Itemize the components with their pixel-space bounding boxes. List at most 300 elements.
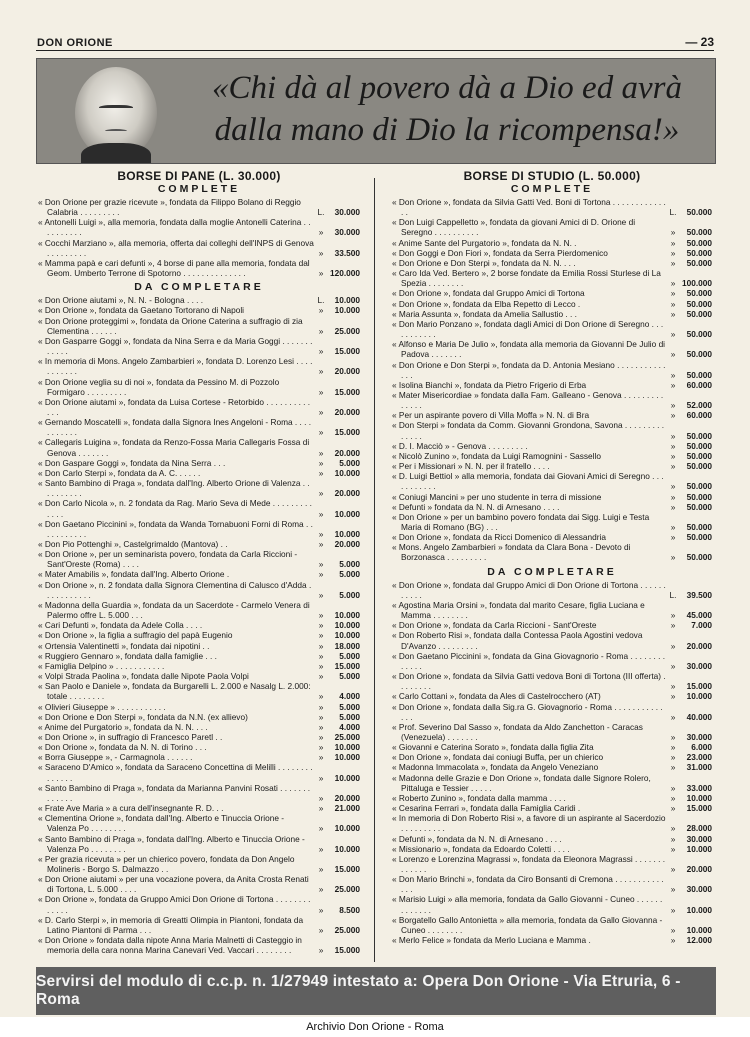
entry-currency: »: [670, 329, 676, 340]
entry-amount: 20.000: [334, 488, 360, 499]
entry-amount: 50.000: [686, 430, 712, 441]
archive-credit: Archivio Don Orione - Roma: [0, 1017, 750, 1037]
entry-amount: 50.000: [686, 532, 712, 543]
entry-amount: 6.000: [691, 742, 712, 753]
entry-amount: 15.000: [334, 386, 360, 397]
entry-currency: »: [670, 691, 676, 702]
entry-amount: 15.000: [686, 681, 712, 692]
list-item: [392, 702, 712, 722]
entry-currency: »: [670, 430, 676, 441]
list-item: [392, 268, 712, 288]
entry-text: « D. Carlo Sterpi », in memoria di Greatti Olimpia in Piantoni, fondata da Latino Piantoni di Parma . . .: [38, 914, 304, 935]
entry-text: « Don Orione », fondata da Elba Repetto di Lecco .: [392, 298, 581, 309]
list-item: [38, 732, 360, 742]
entry-text: « Don Gasparre Goggi », fondata da Nina Serra e da Maria Goggi . . . . . . . . . . . .: [38, 335, 313, 357]
entry-currency: »: [670, 640, 676, 651]
entry-amount: 15.000: [334, 346, 360, 357]
left-section-title: BORSE DI PANE (L. 30.000): [117, 169, 281, 183]
entry-amount: 10.000: [334, 823, 360, 834]
list-item: [38, 651, 360, 661]
entry-amount: 40.000: [686, 711, 712, 722]
entry-text: « Don Gaetano Piccinini », fondata da Gina Giovagnorio - Roma . . . . . . . . . . . . .: [392, 650, 666, 671]
entry-amount: 50.000: [686, 491, 712, 502]
entry-text: « Don Mario Ponzano », fondata dagli Amici di Don Orione di Seregno . . . . . . . . . . .: [392, 318, 664, 340]
list-item: [392, 197, 712, 217]
entry-currency: »: [670, 742, 676, 753]
entry-currency: »: [318, 528, 324, 539]
entry-currency: »: [670, 278, 676, 289]
list-item: [392, 793, 712, 803]
entry-amount: 10.000: [334, 295, 360, 306]
entry-currency: »: [318, 742, 324, 753]
entry-currency: »: [318, 701, 324, 712]
list-item: [392, 217, 712, 237]
entry-amount: 15.000: [686, 803, 712, 814]
entry-currency: »: [670, 681, 676, 692]
magazine-name: DON ORIONE: [37, 37, 113, 49]
list-item: [38, 834, 360, 854]
entry-amount: 10.000: [686, 691, 712, 702]
entry-text: « Mater Misericordiae » fondata dalla Fam. Galleano - Genova . . . . . . . . . . . . . .: [392, 389, 664, 411]
entry-amount: 50.000: [686, 369, 712, 380]
list-item: [392, 620, 712, 630]
entry-text: « Don Orione », fondata dal Gruppo Amici di Don Orione di Tortona . . . . . . . . . . .: [392, 579, 666, 600]
entry-text: « Giovanni e Caterina Sorato », fondata dalla figlia Zita: [392, 742, 594, 753]
entry-amount: 30.000: [334, 227, 360, 238]
entry-amount: 15.000: [334, 945, 360, 956]
entry-currency: »: [318, 864, 324, 874]
entry-text: « Roberto Zunino », fondata dalla mamma . . . .: [392, 792, 566, 803]
entry-text: « Missionario », fondata da Edoardo Coletti . . . .: [392, 843, 570, 854]
entry-amount: 12.000: [686, 935, 712, 946]
list-item: [392, 471, 712, 491]
list-item: [38, 539, 360, 549]
entry-amount: 4.000: [339, 721, 360, 732]
entry-amount: 10.000: [334, 742, 360, 753]
list-item: [38, 935, 360, 955]
list-item: [392, 935, 712, 945]
entry-currency: »: [670, 620, 676, 631]
entry-amount: 45.000: [686, 610, 712, 621]
entry-currency: »: [670, 247, 676, 258]
entry-text: « Mamma papà e cari defunti », 4 borse di pane alla memoria, fondata dal Geom. Umberto Terrone di Spotorno . . . . . . . . . . . . . .: [38, 257, 310, 279]
entry-currency: »: [318, 721, 324, 732]
entry-amount: 5.000: [339, 650, 360, 661]
entry-text: « Carlo Cottani », fondata da Ales di Castelrocchero (AT): [392, 691, 601, 702]
entry-currency: »: [670, 823, 676, 834]
entry-text: « Madonna Immacolata », fondata da Angelo Veneziano: [392, 762, 599, 773]
entry-amount: 10.000: [334, 630, 360, 641]
entry-text: « Don Orione e Don Sterpi », fondata da N. N. . . .: [392, 257, 576, 268]
header-rule: [36, 50, 714, 51]
entry-currency: »: [670, 481, 676, 492]
entry-amount: 52.000: [686, 400, 712, 411]
entry-currency: »: [670, 379, 676, 390]
entry-amount: 50.000: [686, 329, 712, 340]
entry-text: « Don Orione e Don Sterpi », fondata da D. Antonia Mesiano . . . . . . . . . . . . . .: [392, 359, 666, 380]
entry-text: « Don Roberto Risi », fondata dalla Contessa Paola Agostini vedova D'Avanzo . . . . . . . . .: [392, 630, 643, 651]
quote-line-2: dalla mano di Dio la ricompensa!»: [214, 112, 680, 148]
entry-text: « Cari Defunti », fondata da Adele Colla . . . .: [38, 620, 203, 631]
quote-banner: [36, 58, 716, 164]
entry-text: « Don Orione », fondata dalla Sig.ra G. Giovagnorio - Roma . . . . . . . . . . . . . .: [392, 701, 663, 722]
entry-currency: »: [318, 268, 324, 279]
entry-text: « Famiglia Delpino » . . . . . . . . . . .: [38, 660, 165, 671]
entry-text: « Don Gaetano Piccinini », fondata da Wanda Tornabuoni Forni di Roma . . . . . . . . . . .: [38, 518, 313, 539]
entry-text: « Don Carlo Sterpi », fondata da A. C. . . . . .: [38, 467, 201, 478]
entry-amount: 10.000: [334, 772, 360, 783]
entry-currency: »: [318, 539, 324, 549]
entry-currency: »: [318, 589, 324, 600]
list-item: [38, 620, 360, 630]
entry-currency: »: [670, 660, 676, 671]
list-item: [38, 356, 360, 376]
entry-amount: 60.000: [686, 379, 712, 390]
entry-amount: 10.000: [334, 467, 360, 478]
left-complete-list: [38, 197, 360, 278]
entry-text: « Marisio Luigi » alla memoria, fondata da Gallo Giovanni - Cuneo . . . . . . . . . . . . .: [392, 894, 663, 915]
entry-text: « Madonna della Guardia », fondata da un Sacerdote - Carmelo Venera di Palermo offre L. 5.000 . . .: [38, 599, 310, 621]
list-item: [38, 894, 360, 914]
entry-amount: 18.000: [334, 640, 360, 651]
entry-amount: 25.000: [334, 924, 360, 935]
entry-amount: 5.000: [339, 559, 360, 570]
entry-text: « Don Orione », fondata da Gaetano Tortorano di Napoli: [38, 305, 245, 316]
entry-text: « Ruggiero Gennaro », fondata dalla famiglie . . .: [38, 650, 217, 661]
column-divider: [374, 178, 375, 962]
quote-line-1: «Chi dà al povero dà a Dio ed avrà: [212, 70, 682, 106]
entry-amount: 15.000: [334, 660, 360, 671]
entry-text: « Mater Amabilis », fondata dall'Ing. Alberto Orione .: [38, 569, 230, 580]
list-item: [38, 238, 360, 258]
entry-amount: 50.000: [686, 298, 712, 309]
entry-currency: »: [670, 711, 676, 722]
list-item: [392, 834, 712, 844]
entry-amount: 20.000: [686, 864, 712, 874]
entry-currency: »: [670, 752, 676, 763]
entry-amount: 20.000: [334, 406, 360, 417]
entry-text: « Don Luigi Cappelletto », fondata da giovani Amici di D. Orione di Seregno . . . . . . . . . .: [392, 217, 636, 238]
entry-amount: 30.000: [334, 207, 360, 218]
list-item: [38, 783, 360, 803]
entry-text: « Don Orione », la figlia a suffragio del papà Eugenio: [38, 630, 233, 641]
list-item: [392, 238, 712, 248]
entry-text: « Per un aspirante povero di Villa Moffa » N. N. di Bra: [392, 410, 590, 421]
entry-amount: 50.000: [686, 288, 712, 299]
entry-amount: 50.000: [686, 501, 712, 512]
entry-amount: 23.000: [686, 752, 712, 763]
entry-currency: »: [670, 532, 676, 543]
entry-text: « Don Orione », fondata da Gruppo Amici Don Orione di Tortona . . . . . . . . . . . . .: [38, 894, 311, 915]
entry-currency: »: [670, 522, 676, 532]
entry-text: « Caro Ida Ved. Bertero », 2 borse fondate da Emilia Rossi Sturlese di La Spezia . . . . . . . .: [392, 268, 661, 289]
entry-text: « Isolina Bianchi », fondata da Pietro Frigerio di Erba: [392, 379, 587, 390]
entry-currency: »: [318, 467, 324, 478]
entry-currency: »: [318, 843, 324, 854]
list-item: [392, 844, 712, 854]
list-item: [38, 468, 360, 478]
entry-currency: »: [670, 400, 676, 411]
entry-text: « Don Orione proteggimi », fondata da Orione Caterina a suffragio di zia Clementina . . . . . .: [38, 315, 303, 336]
right-column-borse-di-studio: [392, 170, 712, 945]
entry-text: « Don Carlo Nicola », n. 2 fondata da Rag. Mario Seva di Mede . . . . . . . . . . . . .: [38, 498, 312, 519]
list-item: [392, 915, 712, 935]
entry-amount: 50.000: [686, 450, 712, 461]
entry-amount: 50.000: [686, 461, 712, 472]
entry-currency: »: [318, 803, 324, 814]
entry-currency: »: [670, 864, 676, 874]
entry-text: « In memoria di Don Roberto Risi », a favore di un aspirante al Sacerdozio . . . . . . . . . .: [392, 813, 666, 834]
list-item: [392, 309, 712, 319]
right-complete-heading: COMPLETE: [510, 183, 594, 195]
entry-amount: 10.000: [334, 610, 360, 621]
entry-text: « Don Orione » fondata dalla nipote Anna Maria Malnetti di Casteggio in memoria della cara nonna Marina Canevari Ved. Vaccari . . . . . . . .: [38, 935, 302, 956]
entry-amount: 5.000: [339, 711, 360, 722]
entry-amount: 50.000: [686, 552, 712, 563]
entry-amount: 10.000: [334, 620, 360, 631]
entry-amount: 33.500: [334, 247, 360, 258]
list-item: [392, 691, 712, 701]
entry-text: « Don Goggi e Don Fiori », fondata da Serra Pierdomenico: [392, 247, 608, 258]
entry-currency: »: [670, 237, 676, 248]
list-item: [392, 390, 712, 410]
entry-text: « Prof. Severino Dal Sasso », fondata da Aldo Zanchetton - Caracas (Venezuela) . . . . . . .: [392, 721, 643, 742]
entry-currency: »: [318, 620, 324, 631]
entry-currency: »: [318, 650, 324, 661]
list-item: [392, 461, 712, 471]
entry-currency: »: [670, 924, 676, 935]
entry-amount: 25.000: [334, 325, 360, 336]
entry-text: « Don Pio Pottenghi », Castelgrimaldo (Mantova) . .: [38, 539, 228, 549]
entry-amount: 20.000: [334, 366, 360, 377]
list-item: [392, 894, 712, 914]
entry-text: « Don Orione », fondata da Silvia Gatti vedova Boni di Tortona (III offerta) . . . . . . . .: [392, 671, 666, 692]
left-column-borse-di-pane: [38, 170, 360, 955]
entry-currency: »: [318, 346, 324, 357]
entry-text: « Borgatello Gallo Antonietta » alla memoria, fondata da Gallo Giovanna - Cuneo . . . . . . . .: [392, 914, 663, 935]
list-item: [38, 762, 360, 782]
entry-amount: 10.000: [334, 305, 360, 316]
entry-currency: L.: [317, 295, 325, 306]
entry-amount: 50.000: [686, 227, 712, 238]
list-item: [392, 542, 712, 562]
entry-amount: 30.000: [686, 884, 712, 895]
list-item: [38, 742, 360, 752]
list-item: [392, 803, 712, 813]
entry-currency: »: [318, 823, 324, 834]
list-item: [38, 377, 360, 397]
left-todo-heading: DA COMPLETARE: [134, 281, 264, 294]
entry-text: « Don Orione aiutami », N. N. - Bologna . . . .: [38, 295, 204, 306]
entry-amount: 50.000: [686, 247, 712, 258]
entry-currency: »: [670, 610, 676, 621]
list-item: [38, 295, 360, 305]
entry-currency: »: [318, 731, 324, 742]
entry-currency: »: [670, 257, 676, 268]
entry-text: « Per grazia ricevuta » per un chierico povero, fondata da Don Angelo Molineris - Borgo S. Dalmazzo . .: [38, 853, 295, 874]
list-item: [392, 492, 712, 502]
entry-currency: »: [670, 298, 676, 309]
entry-amount: 20.000: [334, 539, 360, 549]
page-number: — 23: [685, 35, 714, 49]
left-todo-list: [38, 295, 360, 955]
entry-text: « Cesarina Ferrari », fondata dalla Famiglia Caridi .: [392, 803, 581, 814]
entry-text: « D. I. Macciò » - Genova . . . . . . . . .: [392, 440, 528, 451]
left-complete-heading: COMPLETE: [157, 183, 241, 195]
entry-text: « Agostina Maria Orsini », fondata dal marito Cesare, figlia Luciana e Mamma . . . . . . . .: [392, 599, 645, 621]
entry-currency: »: [318, 610, 324, 621]
entry-text: « Coniugi Mancini » per uno studente in terra di missione: [392, 491, 602, 502]
entry-text: « Don Orione », fondata dai coniugi Buffa, per un chierico: [392, 752, 604, 763]
list-item: [392, 532, 712, 542]
list-item: [392, 580, 712, 600]
entry-text: « Don Orione e Don Sterpi », fondata da N.N. (ex allievo): [38, 711, 248, 722]
entry-text: « Don Orione », fondata da Silvia Gatti Ved. Boni di Tortona . . . . . . . . . . . . . .: [392, 197, 666, 218]
entry-text: « Don Orione », fondata dal Gruppo Amici di Tortona: [392, 288, 585, 299]
list-item: [392, 773, 712, 793]
entry-currency: »: [318, 247, 324, 258]
entry-text: « Per i Missionari » N. N. per il fratello . . . .: [392, 461, 550, 472]
entry-currency: »: [670, 552, 676, 563]
entry-amount: 4.000: [339, 691, 360, 702]
entry-text: « Clementina Orione », fondata dall'Ing. Alberto e Tinuccia Orione - Valenza Po . . . . . . . .: [38, 813, 285, 834]
entry-amount: 50.000: [686, 257, 712, 268]
entry-text: « Don Orione per grazie ricevute », fondata da Filippo Bolano di Reggio Calabria . . . . . . . . .: [38, 197, 301, 218]
entry-currency: L.: [669, 589, 677, 600]
entry-amount: 30.000: [686, 660, 712, 671]
entry-currency: »: [318, 945, 324, 956]
entry-text: « Ortensia Valentinetti », fondata dai nipotini . .: [38, 640, 210, 651]
entry-amount: 50.000: [686, 237, 712, 248]
entry-amount: 15.000: [334, 427, 360, 438]
entry-text: « Don Orione », per un seminarista povero, fondata da Carla Riccioni - Sant'Oreste (Roma) . . . .: [38, 549, 298, 570]
list-item: [38, 519, 360, 539]
entry-amount: 30.000: [686, 731, 712, 742]
list-item: [392, 258, 712, 268]
entry-text: « Don Sterpi » fondata da Comm. Giovanni Grondona, Savona . . . . . . . . . . . . . .: [392, 420, 665, 441]
entry-currency: »: [318, 630, 324, 641]
entry-amount: 10.000: [334, 752, 360, 763]
quote-text: [187, 67, 707, 151]
entry-text: « Defunti », fondata da N. N. di Arnesano . . . .: [392, 833, 562, 844]
entry-currency: »: [318, 386, 324, 397]
list-item: [392, 319, 712, 339]
entry-amount: 20.000: [334, 792, 360, 803]
portrait-collar: [81, 143, 151, 164]
entry-currency: »: [670, 833, 676, 844]
list-item: [38, 397, 360, 417]
entry-currency: »: [670, 450, 676, 461]
entry-text: « Callegaris Luigina », fondata da Renzo-Fossa Maria Callegaris Fossa di Genova . . . . . . .: [38, 437, 310, 458]
list-item: [38, 498, 360, 518]
entry-text: « Gernando Moscatelli », fondata dalla Signora Ines Angeloni - Roma . . . . . . . . . . .: [38, 417, 312, 438]
entry-text: « Defunti » fondata da N. N. di Arnesano . . . .: [392, 501, 560, 512]
list-item: [392, 600, 712, 620]
entry-text: « Madonna delle Grazie e Don Orione », fondata dalle Signore Rolero, Pittaluga e Tessier . . . . .: [392, 772, 651, 793]
entry-currency: »: [318, 884, 324, 895]
entry-amount: 60.000: [686, 410, 712, 421]
list-item: [392, 742, 712, 752]
list-item: [38, 569, 360, 579]
entry-currency: »: [318, 366, 324, 377]
list-item: [392, 420, 712, 440]
entry-currency: »: [318, 406, 324, 417]
entry-amount: 25.000: [334, 884, 360, 895]
list-item: [38, 702, 360, 712]
entry-currency: »: [318, 427, 324, 438]
entry-text: « Don Orione aiutami », fondata da Luisa Cortese - Retorbido . . . . . . . . . . . . .: [38, 396, 311, 417]
list-item: [392, 630, 712, 650]
entry-text: « Anime Sante del Purgatorio », fondata da N. N. .: [392, 237, 577, 248]
list-item: [392, 512, 712, 532]
entry-amount: 50.000: [686, 522, 712, 532]
entry-currency: »: [318, 640, 324, 651]
entry-currency: »: [318, 924, 324, 935]
entry-currency: »: [670, 884, 676, 895]
list-item: [38, 549, 360, 569]
entry-currency: »: [318, 904, 324, 915]
right-todo-heading: DA COMPLETARE: [487, 565, 617, 578]
entry-currency: »: [318, 447, 324, 458]
list-item: [392, 299, 712, 309]
entry-text: « Maria Assunta », fondata da Amelia Sallustio . . .: [392, 308, 577, 319]
entry-currency: »: [670, 843, 676, 854]
entry-amount: 21.000: [334, 803, 360, 814]
entry-currency: »: [318, 508, 324, 519]
list-item: [38, 874, 360, 894]
list-item: [38, 712, 360, 722]
entry-currency: »: [670, 731, 676, 742]
entry-amount: 50.000: [686, 440, 712, 451]
list-item: [392, 651, 712, 671]
entry-currency: »: [670, 410, 676, 421]
entry-currency: »: [318, 488, 324, 499]
entry-currency: »: [670, 461, 676, 472]
entry-currency: L.: [317, 207, 325, 218]
list-item: [38, 305, 360, 315]
entry-text: « Mons. Angelo Zambarbieri » fondata da Clara Bona - Devoto di Borzonasca . . . . . . . . .: [392, 542, 631, 563]
entry-text: « Don Orione », n. 2 fondata dalla Signora Clementina di Calusco d'Adda . . . . . . . . . . .: [38, 579, 312, 600]
list-item: [392, 874, 712, 894]
entry-text: « Lorenzo e Lorenzina Magrassi », fondata da Eleonora Magrassi . . . . . . . . . . . . .: [392, 853, 666, 874]
list-item: [392, 451, 712, 461]
list-item: [392, 248, 712, 258]
entry-amount: 50.000: [686, 308, 712, 319]
entry-text: « San Paolo e Daniele », fondata da Burgarelli L. 2.000 e Nasalg L. 2.000: totale . . . . . . . .: [38, 681, 311, 702]
entry-currency: »: [318, 325, 324, 336]
entry-currency: »: [318, 660, 324, 671]
list-item: [38, 197, 360, 217]
entry-text: « Cocchi Marziano », alla memoria, offerta dai colleghi dell'INPS di Genova . . . . . . . . .: [38, 237, 314, 258]
entry-text: « Don Mario Brinchi », fondata da Ciro Bonsanti di Cremona . . . . . . . . . . . . . .: [392, 874, 664, 895]
list-item: [392, 339, 712, 359]
list-item: [392, 288, 712, 298]
entry-text: « Don Orione » per un bambino povero fondata dai Sigg. Luigi e Testa Maria di Romano (BG) . . .: [392, 511, 650, 532]
entry-currency: »: [670, 762, 676, 773]
entry-text: « Saraceno D'Amico », fondata da Saraceno Concettina di Melilli . . . . . . . . . . . . . .: [38, 762, 313, 783]
list-item: [38, 580, 360, 600]
list-item: [392, 762, 712, 772]
list-item: [392, 752, 712, 762]
list-item: [38, 316, 360, 336]
list-item: [392, 671, 712, 691]
entry-text: « Don Orione », fondata da Ricci Domenico di Alessandria: [392, 532, 606, 543]
entry-amount: 15.000: [334, 864, 360, 874]
entry-text: « Frate Ave Maria » a cura dell'insegnante R. D. . .: [38, 803, 224, 814]
list-item: [38, 661, 360, 671]
entry-text: « In memoria di Mons. Angelo Zambarbieri », fondata D. Lorenzo Lesi . . . . . . . . . . .: [38, 356, 313, 377]
entry-currency: »: [670, 782, 676, 793]
